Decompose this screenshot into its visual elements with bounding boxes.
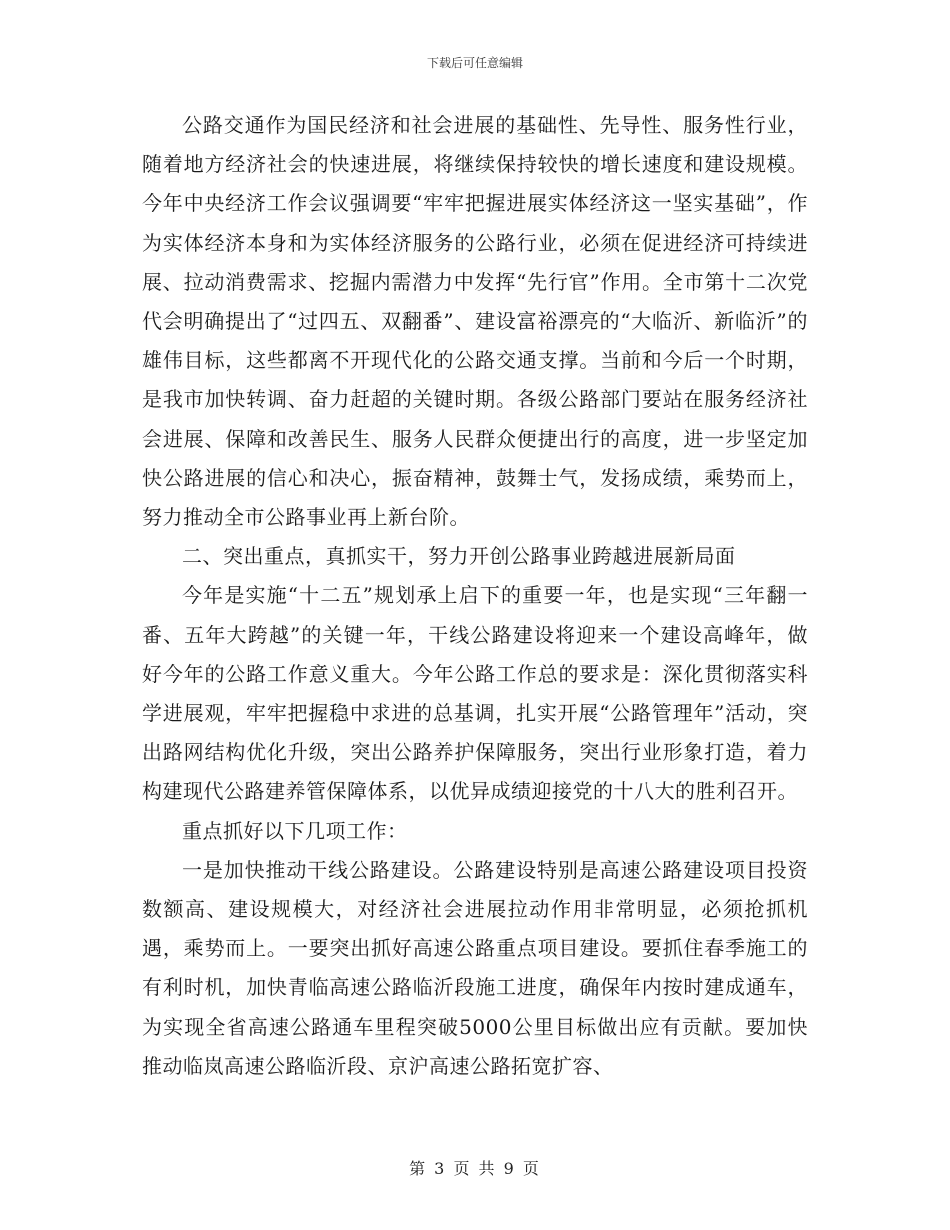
page-header: 下载后可任意编辑	[426, 56, 523, 70]
paragraph-key-tasks: 重点抓好以下几项工作：	[182, 818, 408, 843]
page-footer: 第 3 页 共 9 页	[409, 1159, 541, 1178]
section-heading: 二、突出重点，真抓实干，努力开创公路事业跨越进展新局面	[182, 544, 736, 569]
paragraph-highway-construction: 一是加快推动干线公路建设。公路建设特别是高速公路建设项目投资数额高、建设规模大，对经济社会进展拉动作用非常明显，必须抢抓机遇，乘势而上。一要突出抓好高速公路重点项目建设。要抓住春季施工的有利时机，加快青临高速公路临沂段施工进度，确保年内按时建成通车，为实现全省高速公路通车里程突破5000公里目标做出应有贡献。要加快推动临岚高速公路临沂段、京沪高速公路拓宽扩容、	[142, 857, 808, 1078]
paragraph-intro: 公路交通作为国民经济和社会进展的基础性、先导性、服务性行业，随着地方经济社会的快速进展，将继续保持较快的增长速度和建设规模。今年中央经济工作会议强调要“牢牢把握进展实体经济这一坚实基础”，作为实体经济本身和为实体经济服务的公路行业，必须在促进经济可持续进展、拉动消费需求、挖掘内需潜力中发挥“先行官”作用。全市第十二次党代会明确提出了“过四五、双翻番”、建设富裕漂亮的“大临沂、新临沂”的雄伟目标，这些都离不开现代化的公路交通支撑。当前和今后一个时期，是我市加快转调、奋力赶超的关键时期。各级公路部门要站在服务经济社会进展、保障和改善民生、服务人民群众便捷出行的高度，进一步坚定加快公路进展的信心和决心，振奋精神，鼓舞士气，发扬成绩，乘势而上，努力推动全市公路事业再上新台阶。	[142, 113, 808, 530]
paragraph-requirements: 今年是实施“十二五”规划承上启下的重要一年，也是实现“三年翻一番、五年大跨越”的关键一年，干线公路建设将迎来一个建设高峰年，做好今年的公路工作意义重大。今年公路工作总的要求是：深化贯彻落实科学进展观，牢牢把握稳中求进的总基调，扎实开展“公路管理年”活动，突出路网结构优化升级，突出公路养护保障服务，突出行业形象打造，着力构建现代公路建养管保障体系，以优异成绩迎接党的十八大的胜利召开。	[142, 583, 808, 804]
document-body	[142, 106, 808, 1086]
